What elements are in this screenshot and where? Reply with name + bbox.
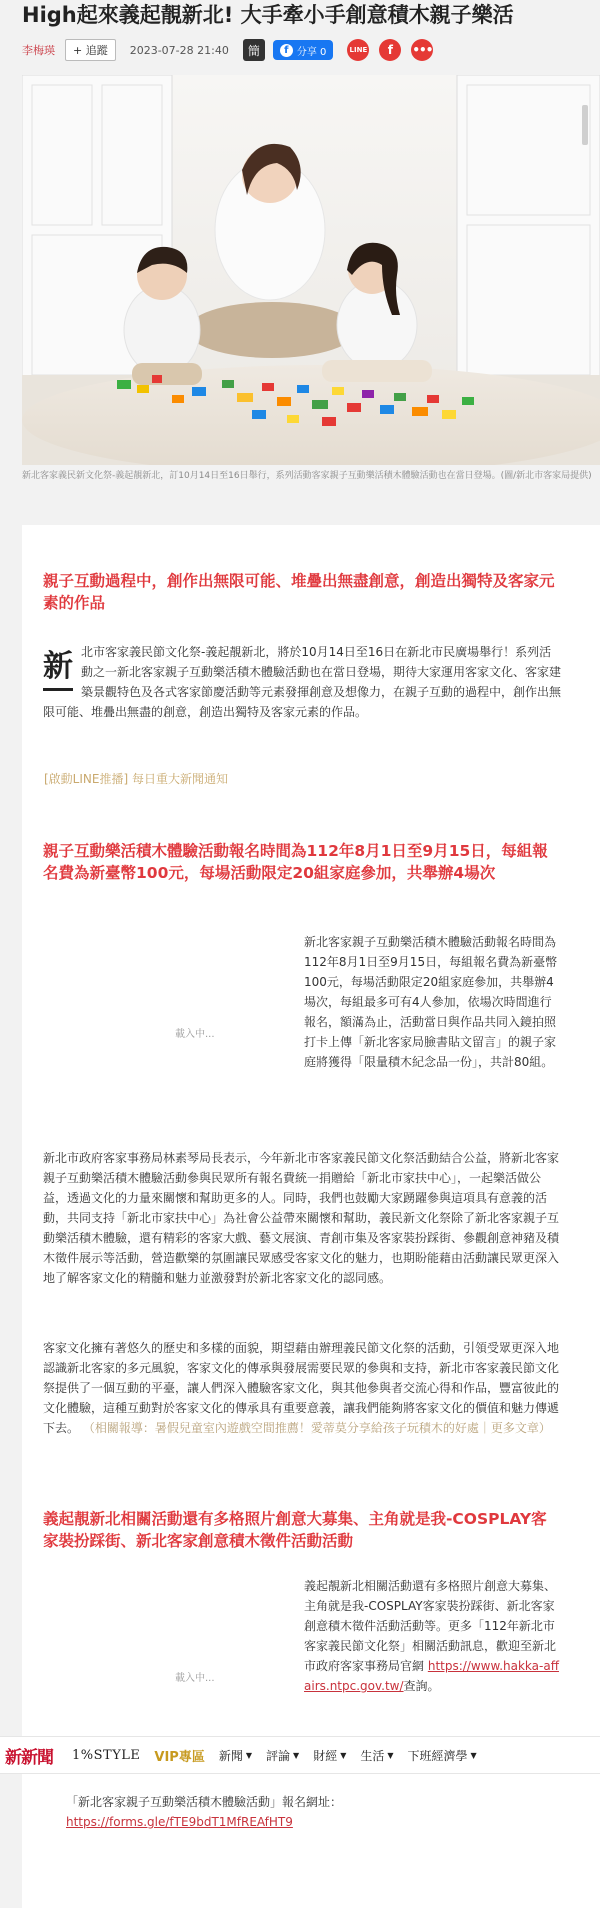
chevron-down-icon: ▼ (245, 1750, 253, 1760)
nav-style-link[interactable]: 1%STYLE (72, 1747, 141, 1763)
nav-item-life-label: 生活 (360, 1748, 385, 1763)
chevron-down-icon: ▼ (293, 1750, 300, 1760)
related-reports-link[interactable]: （相關報導：暑假兒童室內遊戲空間推薦！愛蒂莫分享給孩子玩積木的好處｜更多文章） (82, 1421, 551, 1435)
site-logo[interactable]: 新新聞 (5, 1747, 53, 1768)
director-statement-paragraph: 新北市政府客家事務局林素琴局長表示，今年新北市客家義民節文化祭活動結合公益，將新北客家親子互動樂活積木體驗活動參與民眾所有報名費統一捐贈給「新北市家扶中心」，一起樂活做公益，透過文化的力量來關懷和幫助更多的人。同時，我們也鼓勵大家踴躍參與這項具有意義的活動，共同支持「新北市家扶中心」為社會公益帶來關懷和幫助，義民新文化祭除了新北客家親子互動樂活積木體驗，還有精彩的客家大戲、藝文展演、青創市集及客家裝扮踩街、參觀創意神豬及積木徵件展示等活動，營造歡樂的氛圍讓民眾感受客家文化的魅力，也期盼能藉由活動讓民眾更深入地了解客家文化的精髓和魅力並激發對於新北客家文化的認同感。 (43, 1151, 560, 1285)
intro-text: 北市客家義民節文化祭-義起靚新北，將於10月14日至16日在新北市民廣場舉行！系列活動之一新北客家親子互動樂活積木體驗活動也在當日登場，期待大家運用客家文化、客家建築景觀特色及各式客家節慶活動等元素發揮創意及想像力，在親子互動的過程中，創作出無限可能、堆疊出無盡的創意，創造出獨特及客家元素的作品。 (43, 645, 562, 719)
nav-item-opinion[interactable] (266, 1747, 299, 1764)
section-heading-2: 親子互動樂活積木體驗活動報名時間為112年8月1日至9月15日，每組報名費為新臺幣100元，每場活動限定20組家庭參加，共舉辦4場次 (43, 842, 548, 882)
promo-news-label[interactable]: 每日重大新聞通知 (131, 772, 228, 786)
loading-placeholder-2: 載入中... (175, 1673, 215, 1684)
facebook-share-button[interactable] (273, 40, 334, 60)
chevron-down-icon: ▼ (387, 1750, 394, 1760)
nav-item-news-label: 新聞 (218, 1748, 243, 1763)
nav-item-life[interactable] (360, 1747, 393, 1764)
article-title: High起來義起靚新北! 大手牽小手創意積木親子樂活 (22, 3, 514, 27)
related-activities-box (304, 1576, 562, 1696)
author-link[interactable]: 李梅瑛 (22, 44, 55, 57)
family-playing-blocks-illustration (22, 75, 600, 465)
hakka-culture-text: 客家文化擁有著悠久的歷史和多樣的面貌，期望藉由辦理義民節文化祭的活動，引領受眾更深入地認識新北客家的多元風貌，客家文化的傳承與發展需要民眾的參與和支持，新北市客家義民節文化祭提供了一個互動的平臺，讓人們深入體驗客家文化，與其他參與者交流心得和作品，豐富彼此的文化體驗，這種互動對於客家文化的傳承具有重要意義，讓我們能夠將客家文化的價值和魅力傳遞下去。 (43, 1341, 560, 1435)
loading-placeholder-1: 載入中... (175, 1029, 215, 1040)
nav-vip-link[interactable]: VIP專區 (154, 1749, 205, 1765)
intro-paragraph (43, 642, 561, 722)
follow-button[interactable]: + 追蹤 (65, 39, 116, 61)
related-activities-text: 義起靚新北相關活動還有多格照片創意大募集、主角就是我-COSPLAY客家裝扮踩街、新北客家創意積木徵件活動活動等。更多「112年新北市客家義民節文化祭」相關活動訊息，歡迎至新北市政府客家事務局官網 (304, 1579, 557, 1673)
signup-label: 「新北客家親子互動樂活積木體驗活動」報名網址： (66, 1795, 343, 1809)
line-share-icon[interactable]: LINE (347, 39, 369, 61)
site-navigation-bar (0, 1736, 600, 1774)
nav-item-finance-label: 財經 (313, 1748, 338, 1763)
related-activities-tail: 查詢。 (403, 1679, 440, 1693)
signup-info (66, 1792, 584, 1832)
publish-date: 2023-07-28 21:40 (129, 43, 229, 57)
section-heading-1: 親子互動過程中，創作出無限可能、堆疊出無盡創意，創造出獨特及客家元素的作品 (43, 572, 555, 612)
more-options-icon[interactable]: ••• (411, 39, 433, 61)
hakka-affairs-website-link[interactable]: https://www.hakka-affairs.ntpc.gov.tw/ (304, 1659, 559, 1693)
facebook-share-label: 分享 0 (296, 46, 327, 58)
simplified-chinese-button[interactable]: 簡 (243, 39, 265, 61)
photo-caption: 新北客家義民新文化祭-義起靚新北，訂10月14日至16日舉行，系列活動客家親子互動樂活積木體驗活動也在當日登場。(圖/新北市客家局提供) (22, 471, 592, 481)
chevron-down-icon: ▼ (470, 1750, 477, 1760)
article-meta-bar (22, 38, 443, 62)
nav-item-after-work[interactable] (408, 1747, 477, 1764)
facebook-circle-icon[interactable]: f (379, 39, 401, 61)
nav-item-after-work-label: 下班經濟學 (407, 1748, 468, 1763)
nav-item-finance[interactable] (313, 1747, 346, 1764)
nav-item-opinion-label: 評論 (266, 1748, 291, 1763)
drop-cap: 新 (43, 650, 73, 691)
section-heading-3: 義起靚新北相關活動還有多格照片創意大募集、主角就是我-COSPLAY客家裝扮踩街、新北客家創意積木徵件活動活動 (43, 1510, 547, 1550)
hakka-culture-paragraph (43, 1338, 561, 1438)
signup-form-link[interactable]: https://forms.gle/fTE9bdT1MfREAfHT9 (66, 1815, 293, 1829)
facebook-icon: f (280, 44, 293, 57)
article-hero-photo (22, 75, 600, 465)
line-promo-link[interactable] (44, 770, 228, 788)
chevron-down-icon: ▼ (340, 1750, 347, 1760)
nav-item-news[interactable] (219, 1747, 252, 1764)
promo-line-label[interactable]: [啟動LINE推播] (44, 772, 129, 786)
registration-info-box: 新北客家親子互動樂活積木體驗活動報名時間為112年8月1日至9月15日，每組報名費為新臺幣100元，每場活動限定20組家庭參加，共舉辦4場次，每組最多可有4人參加，依場次時間進行報名，額滿為止，活動當日與作品共同入鏡拍照打卡上傳「新北客家局臉書貼文留言」的親子家庭將獲得「限量積木紀念品一份」，共計80組。 (304, 935, 558, 1069)
